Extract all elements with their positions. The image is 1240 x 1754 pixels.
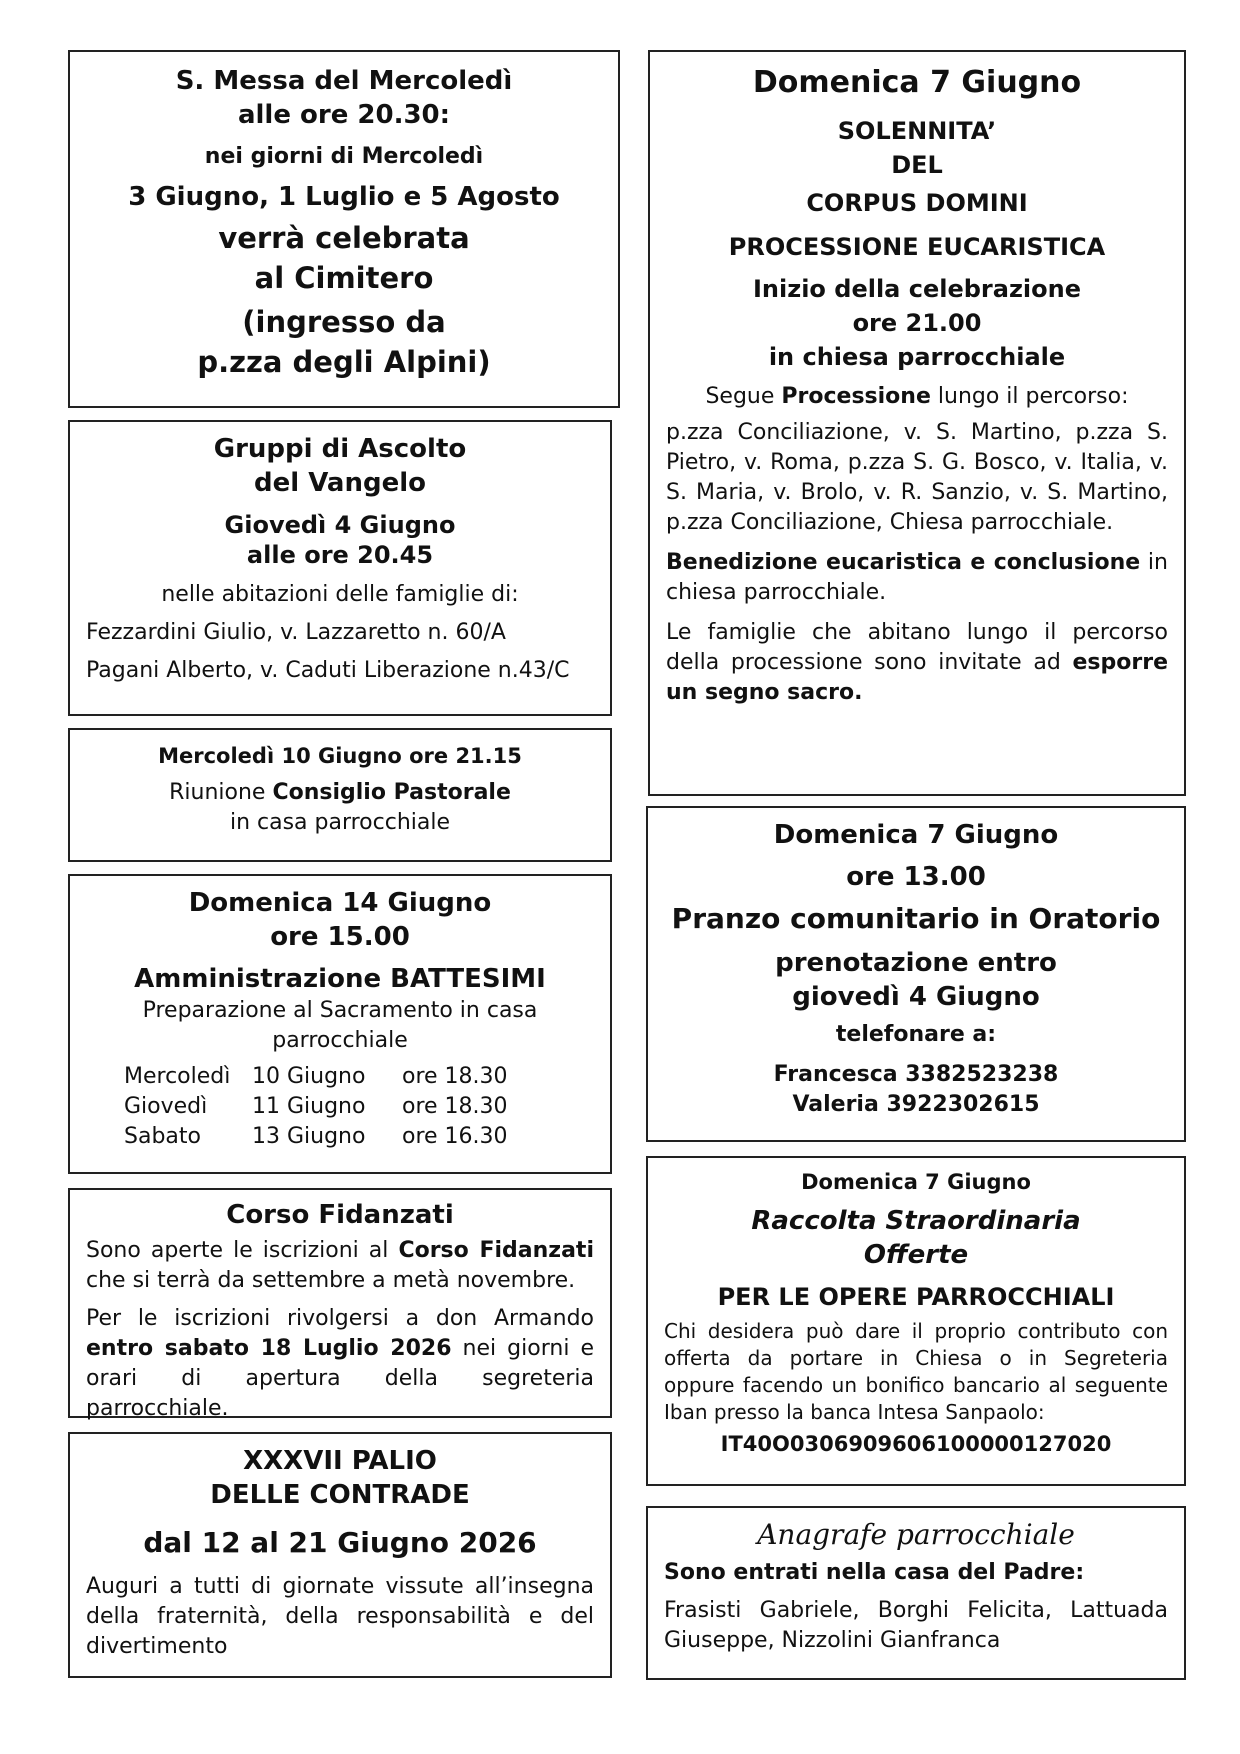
- corpus-date: Domenica 7 Giugno: [752, 65, 1082, 100]
- messa-line: verrà celebrata: [218, 221, 470, 255]
- pranzo-date: Domenica 7 Giugno: [773, 820, 1059, 850]
- fidanzati-text: Per le iscrizioni rivolgersi a don Armando: [86, 1306, 594, 1331]
- battesimi-schedule: [124, 1062, 594, 1152]
- raccolta-subtitle: PER LE OPERE PARROCCHIALI: [717, 1283, 1115, 1311]
- consiglio-box: [68, 728, 612, 862]
- ascolto-family: Pagani Alberto, v. Caduti Liberazione n.43/C: [86, 658, 570, 683]
- fidanzati-text: che si terrà da settembre a metà novembre.: [86, 1268, 576, 1293]
- raccolta-title: Offerte: [863, 1240, 969, 1270]
- anagrafe-box: [646, 1506, 1186, 1680]
- schedule-time: ore 16.30: [402, 1124, 508, 1149]
- pranzo-prenotazione: prenotazione entro: [775, 948, 1057, 978]
- corpus-processione: PROCESSIONE EUCARISTICA: [728, 233, 1106, 261]
- anagrafe-title: Anagrafe parrocchiale: [757, 1518, 1075, 1551]
- corpus-celebrazione: Inizio della celebrazione: [752, 275, 1081, 303]
- messa-line: al Cimitero: [254, 261, 434, 295]
- ascolto-title: Gruppi di Ascolto: [213, 434, 467, 464]
- ascolto-family: Fezzardini Giulio, v. Lazzaretto n. 60/A: [86, 620, 506, 645]
- schedule-time: ore 18.30: [402, 1064, 508, 1089]
- palio-title: XXXVII PALIO: [243, 1446, 437, 1476]
- corpus-text: Le famiglie che abitano lungo il percorso della processione sono invitate ad: [666, 620, 1168, 675]
- pranzo-time: ore 13.00: [846, 862, 986, 892]
- fidanzati-text: Sono aperte le iscrizioni al: [86, 1238, 399, 1263]
- schedule-date: 13 Giugno: [252, 1124, 366, 1149]
- messa-line: S. Messa del Mercoledì: [175, 66, 513, 96]
- raccolta-date: Domenica 7 Giugno: [801, 1170, 1031, 1194]
- fidanzati-bold: Corso Fidanzati: [398, 1238, 594, 1263]
- raccolta-text: Chi desidera può dare il proprio contributo con offerta da portare in Chiesa o in Segreteria oppure facendo un bonifico bancario al seguente Iban presso la banca Intesa Sanpaolo:: [664, 1319, 1168, 1424]
- palio-title: DELLE CONTRADE: [210, 1480, 470, 1510]
- pranzo-title: Pranzo comunitario in Oratorio: [671, 902, 1161, 935]
- pranzo-contact: Francesca 3382523238: [773, 1062, 1059, 1087]
- corpus-route: p.zza Conciliazione, v. S. Martino, p.zza S. Pietro, v. Roma, p.zza S. G. Bosco, v. Italia, v. S. Maria, v. Brolo, v. R. Sanzio, v. S. Martino, p.zza Conciliazione, Chiesa parrocchiale.: [666, 420, 1168, 535]
- corpus-text: in chiesa parrocchiale.: [666, 550, 1168, 605]
- fidanzati-p2: [86, 1304, 594, 1424]
- corpus-bold: Processione: [781, 384, 931, 409]
- battesimi-prep: Preparazione al Sacramento in casa parrocchiale: [142, 998, 538, 1053]
- ascolto-title: del Vangelo: [254, 468, 426, 498]
- schedule-day: Sabato: [124, 1124, 201, 1149]
- fidanzati-text: nei giorni e orari di apertura della segreteria parrocchiale.: [86, 1336, 594, 1421]
- fidanzati-title: Corso Fidanzati: [226, 1200, 454, 1230]
- pranzo-box: [646, 806, 1186, 1142]
- messa-box: [68, 50, 620, 408]
- battesimi-date: Domenica 14 Giugno: [188, 888, 492, 918]
- battesimi-time: ore 15.00: [270, 922, 410, 952]
- corpus-famiglie: [666, 618, 1168, 708]
- consiglio-bold: Consiglio Pastorale: [272, 780, 511, 805]
- messa-line: nei giorni di Mercoledì: [204, 144, 484, 169]
- pranzo-telefonare: telefonare a:: [835, 1022, 997, 1047]
- ascolto-box: [68, 420, 612, 716]
- raccolta-iban: IT40O0306909606100000127020: [720, 1432, 1112, 1456]
- raccolta-box: [646, 1156, 1186, 1486]
- schedule-row: [124, 1092, 594, 1122]
- ascolto-time: alle ore 20.45: [246, 541, 434, 569]
- schedule-date: 10 Giugno: [252, 1064, 366, 1089]
- raccolta-title: Raccolta Straordinaria: [751, 1206, 1081, 1236]
- consiglio-date: Mercoledì 10 Giugno ore 21.15: [158, 744, 522, 768]
- fidanzati-bold: entro sabato 18 Luglio 2026: [86, 1336, 452, 1361]
- schedule-day: Mercoledì: [124, 1064, 231, 1089]
- consiglio-line: [86, 778, 594, 808]
- palio-box: [68, 1432, 612, 1678]
- corpus-title: CORPUS DOMINI: [806, 189, 1028, 217]
- anagrafe-subtitle: Sono entrati nella casa del Padre:: [664, 1560, 1085, 1585]
- corpus-title: DEL: [891, 151, 943, 179]
- corpus-box: [648, 50, 1186, 796]
- battesimi-title: Amministrazione BATTESIMI: [134, 964, 546, 994]
- messa-line: (ingresso da: [242, 305, 446, 339]
- corpus-title: SOLENNITA’: [837, 117, 997, 145]
- ascolto-intro: nelle abitazioni delle famiglie di:: [161, 582, 519, 607]
- schedule-row: [124, 1122, 594, 1152]
- consiglio-pre: Riunione: [169, 780, 273, 805]
- corpus-place: in chiesa parrocchiale: [768, 343, 1066, 371]
- fidanzati-box: [68, 1188, 612, 1421]
- corpus-benedizione: [666, 548, 1168, 608]
- corpus-bold: esporre un segno sacro.: [666, 650, 1168, 705]
- pranzo-contact: Valeria 3922302615: [792, 1092, 1040, 1117]
- corpus-segue: [666, 382, 1168, 412]
- pranzo-prenotazione-date: giovedì 4 Giugno: [792, 982, 1040, 1012]
- schedule-day: Giovedì: [124, 1094, 208, 1119]
- schedule-date: 11 Giugno: [252, 1094, 366, 1119]
- battesimi-box: [68, 874, 612, 1174]
- fidanzati-p1: [86, 1236, 594, 1296]
- messa-line: 3 Giugno, 1 Luglio e 5 Agosto: [128, 182, 560, 212]
- anagrafe-names: Frasisti Gabriele, Borghi Felicita, Lattuada Giuseppe, Nizzolini Gianfranca: [664, 1598, 1168, 1653]
- messa-line: alle ore 20.30:: [237, 100, 451, 130]
- palio-dates: dal 12 al 21 Giugno 2026: [143, 1526, 537, 1559]
- ascolto-date: Giovedì 4 Giugno: [224, 511, 456, 539]
- corpus-text: lungo il percorso:: [930, 384, 1129, 409]
- corpus-text: Segue: [705, 384, 782, 409]
- corpus-bold: Benedizione eucaristica e conclusione: [666, 550, 1141, 575]
- messa-line: p.zza degli Alpini): [197, 345, 491, 379]
- schedule-time: ore 18.30: [402, 1094, 508, 1119]
- corpus-time: ore 21.00: [852, 309, 982, 337]
- schedule-row: [124, 1062, 594, 1092]
- palio-text: Auguri a tutti di giornate vissute all’insegna della fraternità, della responsabilità e del divertimento: [86, 1574, 594, 1659]
- consiglio-place: in casa parrocchiale: [229, 810, 451, 835]
